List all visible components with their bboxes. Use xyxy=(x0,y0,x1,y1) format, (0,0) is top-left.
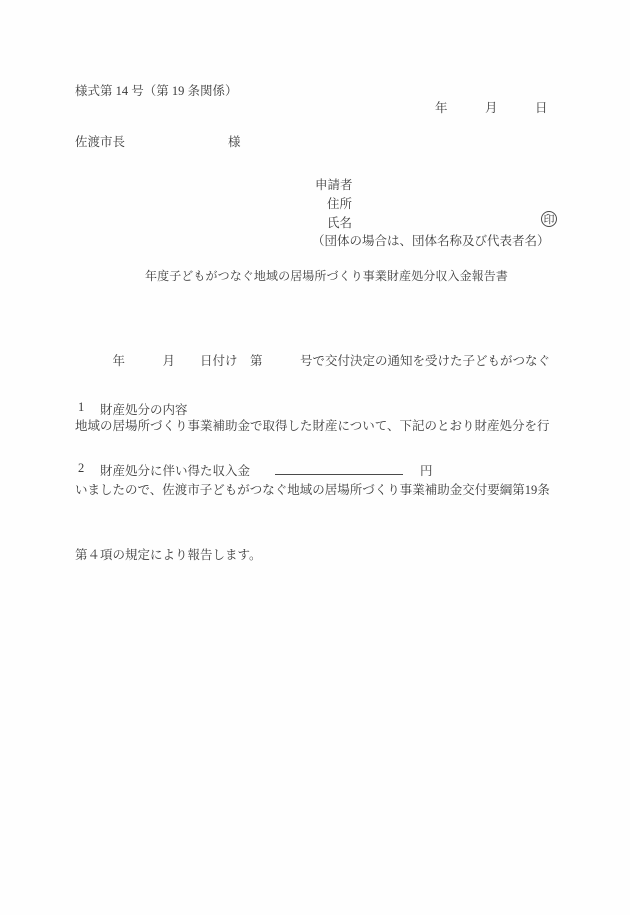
body-line: 第４項の規定により報告します。 xyxy=(75,547,262,562)
addressee: 佐渡市長 xyxy=(75,135,126,149)
item-1-label: 財産処分の内容 xyxy=(100,403,188,417)
body-line: 年 月 日付け 第 号で交付決定の通知を受けた子どもがつなぐ xyxy=(75,354,551,368)
document-title: 年度子どもがつなぐ地域の居場所づくり事業財産処分収入金報告書 xyxy=(145,269,509,283)
applicant-group-note: （団体の場合は、団体名称及び代表者名） xyxy=(312,234,550,248)
applicant-name-label: 氏名 xyxy=(327,216,353,230)
seal-mark-icon: 印 xyxy=(541,211,557,227)
date-line: 年 月 日 xyxy=(435,101,548,115)
item-2-number: 2 xyxy=(78,461,85,475)
body-line: 地域の居場所づくり事業補助金で取得した財産について、下記のとおり財産処分を行 xyxy=(75,418,550,433)
applicant-address-label: 住所 xyxy=(327,197,353,211)
income-unit-label: 円 xyxy=(420,464,433,478)
body-paragraph xyxy=(75,308,563,609)
applicant-label: 申請者 xyxy=(315,178,353,192)
item-1-number: 1 xyxy=(78,400,85,414)
addressee-honorific: 様 xyxy=(228,135,241,149)
form-number: 様式第 14 号（第 19 条関係） xyxy=(75,84,238,98)
item-2-label: 財産処分に伴い得た収入金 xyxy=(100,464,251,478)
body-line: いましたので、佐渡市子どもがつなぐ地域の居場所づくり事業補助金交付要綱第19条 xyxy=(75,483,550,497)
income-amount-blank-line xyxy=(275,461,403,475)
